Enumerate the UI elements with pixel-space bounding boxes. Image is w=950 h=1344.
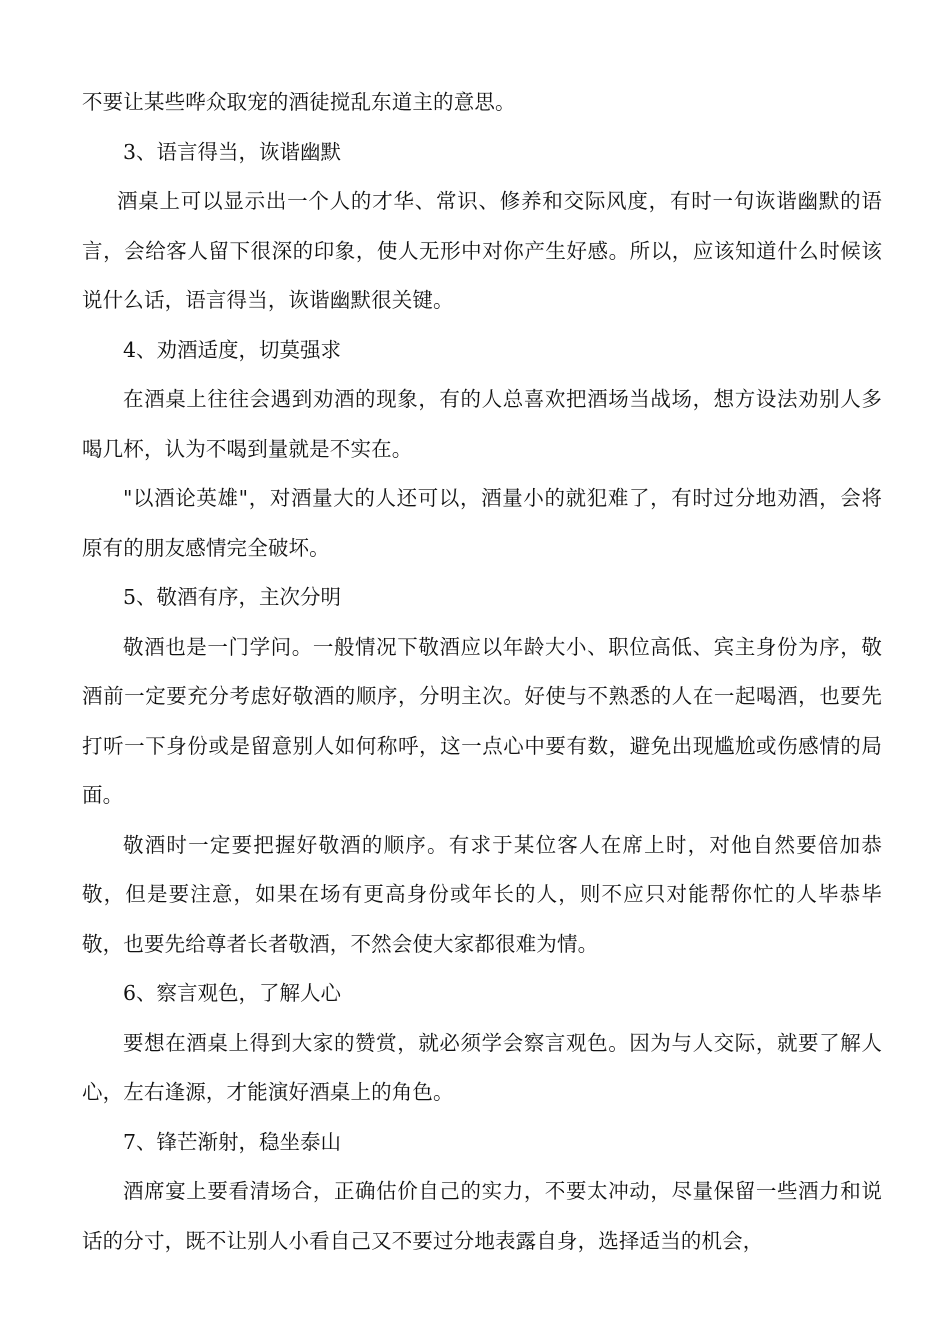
paragraph-toasting-pressure: 在酒桌上往往会遇到劝酒的现象，有的人总喜欢把酒场当战场，想方设法劝别人多喝几杯，认为不喝到量就是不实在。 xyxy=(82,387,882,461)
paragraph-continuation: 不要让某些哗众取宠的酒徒搅乱东道主的意思。 xyxy=(82,90,516,114)
section-heading-3: 3、语言得当，诙谐幽默 xyxy=(123,139,342,164)
document-page xyxy=(82,78,882,1266)
section-heading-7: 7、锋芒渐射，稳坐泰山 xyxy=(123,1129,342,1154)
paragraph-toast-order: 敬酒也是一门学问。一般情况下敬酒应以年龄大小、职位高低、宾主身份为序，敬酒前一定要充分考虑好敬酒的顺序，分明主次。好使与不熟悉的人在一起喝酒，也要先打听一下身份或是留意别人如何称呼，这一点心中要有数，避免出现尴尬或伤感情的局面。 xyxy=(82,634,882,807)
section-heading-4: 4、劝酒适度，切莫强求 xyxy=(123,337,342,362)
section-heading-6: 6、察言观色，了解人心 xyxy=(123,981,342,1005)
paragraph-observe: 要想在酒桌上得到大家的赞赏，就必须学会察言观色。因为与人交际，就要了解人心，左右逢源，才能演好酒桌上的角色。 xyxy=(82,1030,882,1104)
paragraph-humor: 酒桌上可以显示出一个人的才华、常识、修养和交际风度，有时一句诙谐幽默的语言，会给客人留下很深的印象，使人无形中对你产生好感。所以，应该知道什么时候该说什么话，语言得当，诙谐幽默很关键。 xyxy=(82,189,882,312)
paragraph-toast-respect: 敬酒时一定要把握好敬酒的顺序。有求于某位客人在席上时，对他自然要倍加恭敬，但是要注意，如果在场有更高身份或年长的人，则不应只对能帮你忙的人毕恭毕敬，也要先给尊者长者敬酒，不然会使大家都很难为情。 xyxy=(82,832,882,956)
section-heading-5: 5、敬酒有序，主次分明 xyxy=(123,585,342,609)
paragraph-composure: 酒席宴上要看清场合，正确估价自己的实力，不要太冲动，尽量保留一些酒力和说话的分寸，既不让别人小看自己又不要过分地表露自身，选择适当的机会， xyxy=(82,1179,882,1253)
paragraph-drinking-hero: "以酒论英雄"，对酒量大的人还可以，酒量小的就犯难了，有时过分地劝酒，会将原有的朋友感情完全破坏。 xyxy=(82,486,882,560)
